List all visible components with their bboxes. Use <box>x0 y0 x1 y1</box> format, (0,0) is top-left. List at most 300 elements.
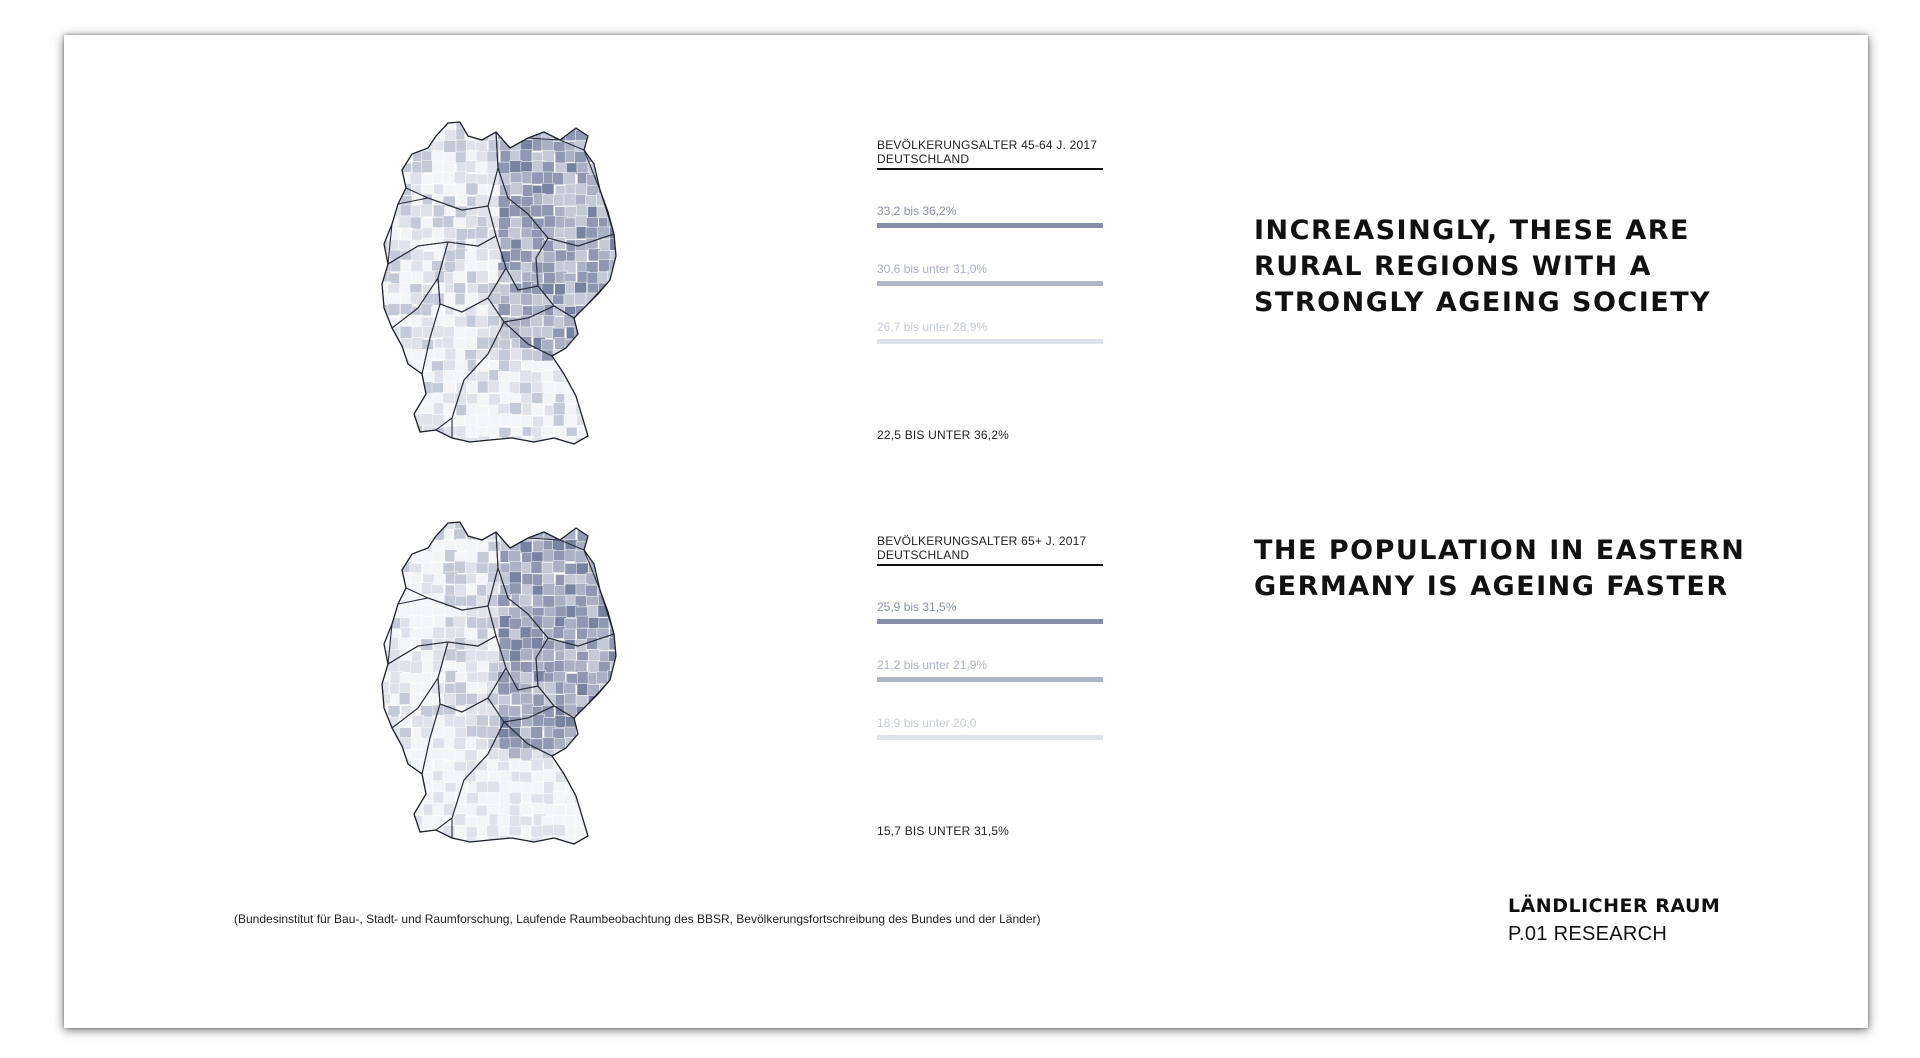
district-cell <box>577 119 589 131</box>
legend-row-label: 21,2 bis unter 21,9% <box>877 658 988 672</box>
district-cell <box>543 583 555 595</box>
district-cell <box>456 118 468 129</box>
district-cell <box>500 438 512 448</box>
legend-row <box>877 600 1103 624</box>
district-cell <box>587 272 599 284</box>
district-cell <box>412 249 424 261</box>
district-cell <box>443 337 455 349</box>
district-cell <box>390 781 402 793</box>
district-cell <box>587 826 599 838</box>
district-cell <box>533 694 545 706</box>
district-cell <box>410 436 422 448</box>
district-cell <box>597 639 609 651</box>
district-cell <box>410 173 422 185</box>
district-cell <box>608 771 620 783</box>
district-cell <box>422 528 434 540</box>
district-cell <box>400 118 412 130</box>
district-cell <box>466 183 478 195</box>
district-cell <box>543 382 555 394</box>
district-cell <box>608 161 620 173</box>
district-cell <box>389 761 401 773</box>
district-cell <box>587 394 599 406</box>
district-cell <box>432 727 444 739</box>
district-cell <box>608 794 620 806</box>
district-cell <box>421 518 433 529</box>
district-cell <box>555 606 567 618</box>
district-cell <box>520 118 532 130</box>
district-cell <box>399 361 411 373</box>
district-cell <box>531 561 543 573</box>
legend-title-line2: DEUTSCHLAND <box>877 548 970 562</box>
district-cell <box>575 660 587 672</box>
legend-row-label: 30,6 bis unter 31,0% <box>877 262 988 276</box>
germany-map-45-64 <box>374 118 624 448</box>
district-cell <box>587 716 599 728</box>
district-cell <box>510 118 522 130</box>
district-cell <box>520 836 532 848</box>
district-cell <box>586 804 598 816</box>
district-cell <box>586 704 598 716</box>
brand-title: LÄNDLICHER RAUM <box>1508 895 1721 917</box>
district-cell <box>576 750 588 762</box>
district-cell <box>399 781 411 793</box>
district-cell <box>588 361 600 373</box>
district-cell <box>443 749 455 761</box>
district-cell <box>608 561 620 573</box>
district-cell <box>410 217 422 229</box>
district-cell <box>521 649 533 661</box>
district-cell <box>390 836 402 848</box>
legend-swatch-bar <box>877 223 1103 228</box>
district-cell <box>610 826 622 838</box>
district-cell <box>455 825 467 837</box>
district-cell <box>532 218 544 230</box>
district-cell <box>542 562 554 574</box>
district-cell <box>597 672 609 684</box>
district-cell <box>433 627 445 639</box>
district-cell <box>411 261 423 273</box>
district-cell <box>597 328 609 340</box>
district-cell <box>378 529 390 541</box>
district-cell <box>609 370 621 382</box>
district-cell <box>433 437 445 448</box>
district-cell <box>597 348 609 360</box>
district-cell <box>509 550 521 562</box>
district-cell <box>522 518 534 529</box>
district-cell <box>412 530 424 542</box>
legend-title-line1: BEVÖLKERUNGSALTER 45-64 J. 2017 <box>877 138 1098 152</box>
legend-row-label: 25,9 bis 31,5% <box>877 600 957 614</box>
legend-row-label: 18,9 bis unter 20,0 <box>877 716 977 730</box>
district-cell <box>575 361 587 373</box>
district-cell <box>586 837 598 848</box>
district-cell <box>511 529 523 541</box>
district-cell <box>454 771 466 783</box>
district-cell <box>432 540 444 552</box>
district-cell <box>586 415 598 427</box>
district-cell <box>378 425 390 437</box>
district-cell <box>599 519 611 531</box>
district-cell <box>564 529 576 541</box>
district-cell <box>521 530 533 542</box>
district-cell <box>598 738 610 750</box>
district-cell <box>588 327 600 339</box>
heading-east-ageing: THE POPULATION IN EASTERN GERMANY IS AGEING FASTER <box>1254 535 1746 602</box>
district-cell <box>399 715 411 727</box>
district-cell <box>531 826 543 838</box>
district-cell <box>533 715 545 727</box>
district-cell <box>378 172 390 184</box>
district-cell <box>597 561 609 573</box>
district-cell <box>608 803 620 815</box>
district-cell <box>388 660 400 672</box>
district-cell <box>555 595 567 607</box>
district-cell <box>510 671 522 683</box>
district-cell <box>401 403 413 415</box>
legend-row-label: 33,2 bis 36,2% <box>877 204 957 218</box>
district-cell <box>564 694 576 706</box>
district-cell <box>390 370 402 382</box>
district-cell <box>509 748 521 760</box>
district-cell <box>432 551 444 563</box>
district-cell <box>466 381 478 393</box>
district-cell <box>533 671 545 683</box>
district-cell <box>390 530 402 542</box>
district-cell <box>476 715 488 727</box>
district-cell <box>586 371 598 383</box>
district-cell <box>444 293 456 305</box>
district-cell <box>476 271 488 283</box>
district-cell <box>588 761 600 773</box>
district-cell <box>390 416 402 428</box>
district-cell <box>543 315 555 327</box>
district-cell <box>608 781 620 793</box>
district-cell <box>597 118 609 129</box>
district-cell <box>476 805 488 817</box>
district-cell <box>598 151 610 163</box>
district-cell <box>565 618 577 630</box>
district-cell <box>443 770 455 782</box>
district-cell <box>609 327 621 339</box>
district-cell <box>389 161 401 173</box>
district-cell <box>379 183 391 195</box>
district-cell <box>399 794 411 806</box>
district-cell <box>608 574 620 586</box>
district-cell <box>454 271 466 283</box>
legend-title-line2: DEUTSCHLAND <box>877 152 970 166</box>
district-cell <box>597 360 609 372</box>
district-cell <box>410 118 422 129</box>
district-cell <box>399 130 411 142</box>
district-cell <box>477 337 489 349</box>
district-cell <box>423 271 435 283</box>
district-cell <box>610 227 622 239</box>
district-cell <box>487 651 499 663</box>
district-cell <box>379 693 391 705</box>
district-cell <box>511 183 523 195</box>
district-cell <box>576 706 588 718</box>
district-cell <box>511 518 523 530</box>
district-cell <box>553 825 565 837</box>
district-cell <box>608 128 620 140</box>
district-cell <box>575 216 587 228</box>
district-cell <box>412 272 424 284</box>
district-cell <box>498 683 510 695</box>
district-cell <box>575 381 587 393</box>
district-cell <box>598 414 610 426</box>
district-cell <box>575 371 587 383</box>
district-cell <box>466 682 478 694</box>
district-cell <box>401 804 413 816</box>
district-cell <box>379 119 391 131</box>
district-cell <box>443 184 455 196</box>
district-cell <box>499 638 511 650</box>
district-cell <box>509 759 521 771</box>
district-cell <box>455 561 467 573</box>
district-cell <box>476 194 488 206</box>
district-cell <box>455 183 467 195</box>
district-cell <box>608 694 620 706</box>
district-cell <box>542 139 554 151</box>
district-cell <box>432 518 444 529</box>
district-cell <box>488 140 500 152</box>
district-cell <box>478 394 490 406</box>
district-cell <box>532 404 544 416</box>
district-cell <box>401 539 413 551</box>
district-cell <box>588 405 600 417</box>
district-cell <box>610 425 622 437</box>
district-cell <box>531 382 543 394</box>
district-cell <box>509 717 521 729</box>
district-cell <box>412 327 424 339</box>
district-cell <box>610 295 622 307</box>
district-cell <box>498 671 510 683</box>
district-cell <box>377 518 389 529</box>
district-cell <box>378 749 390 761</box>
district-cell <box>598 792 610 804</box>
district-cell <box>487 781 499 793</box>
district-cell <box>520 627 532 639</box>
district-cell <box>609 152 621 164</box>
district-cell <box>542 339 554 351</box>
district-cell <box>454 616 466 628</box>
district-cell <box>455 682 467 694</box>
district-cell <box>445 649 457 661</box>
legend-swatch-bar <box>877 677 1103 682</box>
district-cell <box>399 216 411 228</box>
district-cell <box>608 416 620 428</box>
district-cell <box>500 414 512 426</box>
district-cell <box>599 750 611 762</box>
district-cell <box>500 771 512 783</box>
district-cell <box>588 650 600 662</box>
district-cell <box>456 539 468 551</box>
district-cell <box>390 359 402 371</box>
district-cell <box>576 781 588 793</box>
district-cell <box>433 792 445 804</box>
district-cell <box>566 360 578 372</box>
district-cell <box>564 760 576 772</box>
district-cell <box>608 139 620 151</box>
district-cell <box>478 415 490 427</box>
district-cell <box>609 404 621 416</box>
district-cell <box>520 370 532 382</box>
district-cell <box>564 629 576 641</box>
district-cell <box>377 206 389 218</box>
district-cell <box>445 348 457 360</box>
district-cell <box>577 205 589 217</box>
district-cell <box>487 825 499 837</box>
district-cell <box>609 595 621 607</box>
district-cell <box>576 772 588 784</box>
district-cell <box>378 217 390 229</box>
district-cell <box>608 206 620 218</box>
district-cell <box>388 140 400 152</box>
district-cell <box>377 404 389 416</box>
district-cell <box>390 383 402 395</box>
district-cell <box>532 771 544 783</box>
district-cell <box>609 749 621 761</box>
district-cell <box>564 173 576 185</box>
district-cell <box>422 617 434 629</box>
district-cell <box>401 838 413 848</box>
district-cell <box>465 803 477 815</box>
district-cell <box>444 518 456 529</box>
district-cell <box>498 174 510 186</box>
legend-row <box>877 320 1103 344</box>
district-cell <box>378 552 390 564</box>
district-cell <box>454 584 466 596</box>
district-cell <box>444 129 456 141</box>
legend-row <box>877 716 1103 740</box>
district-cell <box>389 174 401 186</box>
district-cell <box>598 315 610 327</box>
legend-title-line1: BEVÖLKERUNGSALTER 65+ J. 2017 <box>877 534 1087 548</box>
district-cell <box>542 649 554 661</box>
district-cell <box>588 792 600 804</box>
district-cell <box>399 392 411 404</box>
district-cell <box>434 348 446 360</box>
district-cell <box>466 216 478 228</box>
district-cell <box>411 518 423 529</box>
district-cell <box>400 518 412 530</box>
district-cell <box>443 826 455 838</box>
district-cell <box>444 140 456 152</box>
district-cell <box>476 650 488 662</box>
district-cell <box>500 519 512 531</box>
district-cell <box>422 161 434 173</box>
district-cell <box>390 185 402 197</box>
district-cell <box>598 760 610 772</box>
legend-swatch-bar <box>877 619 1103 624</box>
district-cell <box>422 436 434 448</box>
district-cell <box>599 403 611 415</box>
district-cell <box>465 562 477 574</box>
district-cell <box>588 727 600 739</box>
district-cell <box>377 359 389 371</box>
district-cell <box>510 403 522 415</box>
district-cell <box>510 737 522 749</box>
district-cell <box>433 605 445 617</box>
district-cell <box>476 227 488 239</box>
district-cell <box>531 838 543 848</box>
district-cell <box>400 140 412 152</box>
district-cell <box>599 239 611 251</box>
district-cell <box>378 196 390 208</box>
district-cell <box>599 304 611 316</box>
district-cell <box>379 561 391 573</box>
slide-page <box>64 35 1868 1028</box>
district-cell <box>421 382 433 394</box>
district-cell <box>555 716 567 728</box>
district-cell <box>543 596 555 608</box>
district-cell <box>390 792 402 804</box>
district-cell <box>388 770 400 782</box>
district-cell <box>543 392 555 404</box>
district-cell <box>531 759 543 771</box>
district-cell <box>575 184 587 196</box>
district-cell <box>597 727 609 739</box>
district-cell <box>588 518 600 529</box>
district-cell <box>433 803 445 815</box>
district-cell <box>575 293 587 305</box>
legend-title <box>877 534 1103 566</box>
district-cell <box>433 326 445 338</box>
district-cell <box>522 349 534 361</box>
district-cell <box>544 682 556 694</box>
district-cell <box>577 759 589 771</box>
district-cell <box>488 381 500 393</box>
district-cell <box>411 837 423 848</box>
district-cell <box>498 304 510 316</box>
district-cell <box>609 283 621 295</box>
district-cell <box>378 162 390 174</box>
district-cell <box>454 737 466 749</box>
district-cell <box>521 293 533 305</box>
district-cell <box>599 770 611 782</box>
district-cell <box>454 172 466 184</box>
district-cell <box>599 372 611 384</box>
district-cell <box>565 372 577 384</box>
district-cell <box>608 759 620 771</box>
district-cell <box>410 293 422 305</box>
district-cell <box>456 360 468 372</box>
district-cell <box>388 129 400 141</box>
district-cell <box>542 326 554 338</box>
district-cell <box>400 326 412 338</box>
district-cell <box>509 572 521 584</box>
district-cell <box>399 693 411 705</box>
district-cell <box>410 661 422 673</box>
district-cell <box>443 238 455 250</box>
district-cell <box>388 304 400 316</box>
legend-row <box>877 204 1103 228</box>
district-cell <box>609 436 621 448</box>
district-cell <box>598 814 610 826</box>
district-cell <box>377 771 389 783</box>
district-cell <box>577 616 589 628</box>
district-cell <box>588 770 600 782</box>
district-cell <box>390 562 402 574</box>
district-cell <box>586 585 598 597</box>
district-cell <box>377 825 389 837</box>
district-cell <box>400 425 412 437</box>
district-cell <box>586 815 598 827</box>
district-cell <box>609 704 621 716</box>
district-cell <box>576 348 588 360</box>
district-cell <box>577 316 589 328</box>
district-cell <box>421 304 433 316</box>
